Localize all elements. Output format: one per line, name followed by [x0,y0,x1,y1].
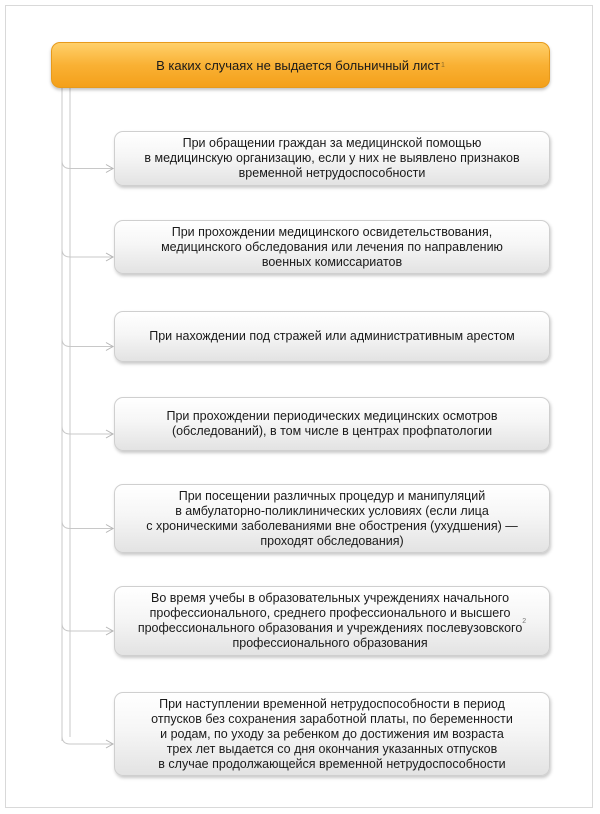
case-box-1 [114,131,550,186]
case-box-2 [114,220,550,274]
header-footnote: 1 [440,61,445,69]
case-box-6 [114,586,550,656]
case-text-2: При прохождении медицинского освидетельствования, медицинского обследования или лечения по направлению военных комиссариатов [161,224,503,269]
case-text-6: Во время учебы в образовательных учреждениях начального профессионального, среднего профессионального и высшего профессионального образования и учреждениях послевузовского профессионального образования [137,591,523,650]
case-text-3: При нахождении под стражей или административным арестом [149,329,515,343]
case-text-1: При обращении граждан за медицинской помощью в медицинскую организацию, если у них не выявлено признаков временной нетрудоспособности [144,136,520,180]
diagram-header [51,42,550,88]
case-box-5 [114,484,550,553]
case-text-7: При наступлении временной нетрудоспособности в период отпусков без сохранения заработной платы, по беременности и родам, по уходу за ребенком до достижения им возраста трех лет выдается со дня окончания указанных отпусков в случае продолжающейся временной нетрудоспособности [151,696,513,771]
case-box-7 [114,692,550,776]
case-box-4 [114,397,550,451]
header-title: В каких случаях не выдается больничный лист [156,57,440,73]
case-text-5: При посещении различных процедур и манипуляций в амбулаторно-поликлинических условиях (если лица с хроническими заболеваниями вне обострения (ухудшения) — проходят обследования) [146,488,518,548]
case-footnote-6: 2 [522,617,527,625]
case-text-4: При прохождении периодических медицинских осмотров (обследований), в том числе в центрах профпатологии [166,409,498,438]
case-box-3 [114,311,550,362]
